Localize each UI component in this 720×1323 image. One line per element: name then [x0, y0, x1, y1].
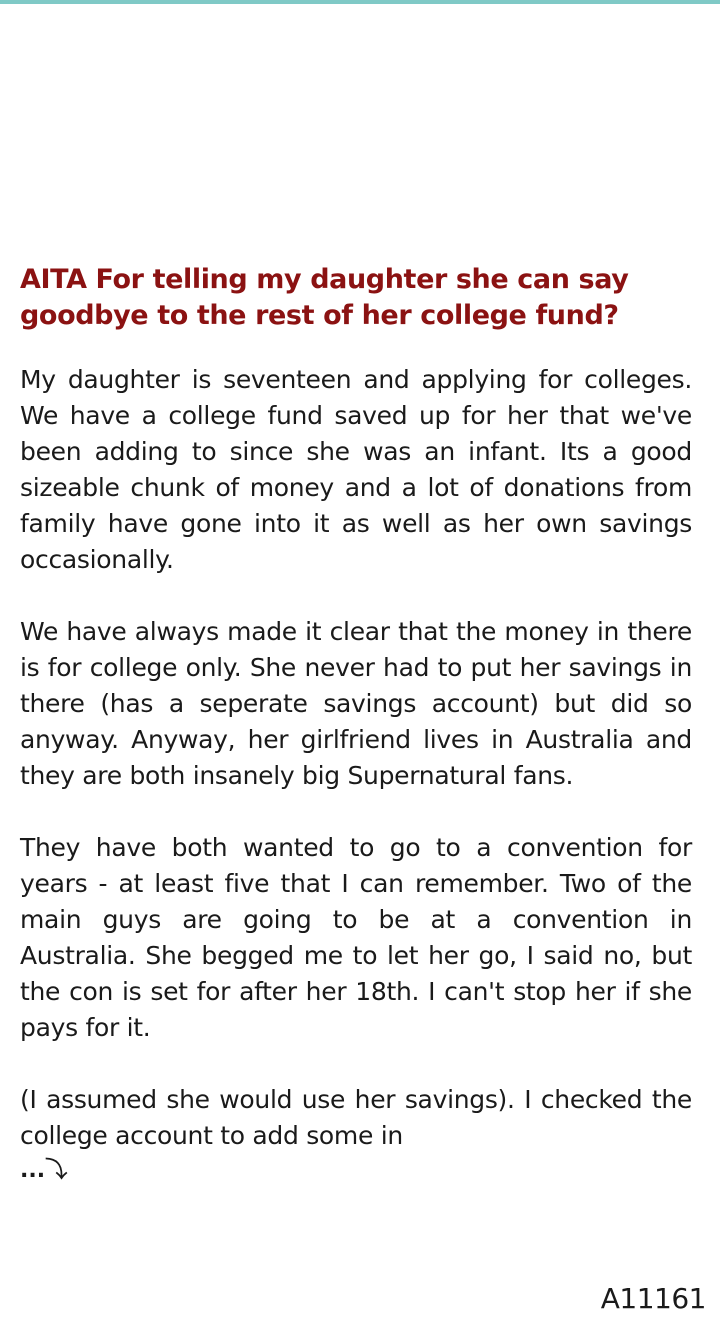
page-id-label: A11161: [600, 1282, 706, 1315]
post-paragraph-3: They have both wanted to go to a convention for years - at least five that I can remember. Two of the main guys are going to be at a convention in Australia. She begged me to let her go, I said no, but the con is set for after her 18th. I can't stop her if she pays for it.: [20, 833, 692, 1042]
post-paragraph-1: My daughter is seventeen and applying for colleges. We have a college fund saved up for her that we've been adding to since she was an infant. Its a good sizeable chunk of money and a lot of donations from family have gone into it as well as her own savings occasionally.: [20, 365, 692, 574]
continue-reading-indicator: ...⤵: [20, 1158, 68, 1183]
post-paragraph-4: (I assumed she would use her savings). I checked the college account to add some in: [20, 1085, 692, 1150]
post-content: [20, 262, 692, 1186]
post-paragraph-2: We have always made it clear that the money in there is for college only. She never had to put her savings in there (has a seperate savings account) but did so anyway. Anyway, her girlfriend lives in Australia and they are both insanely big Supernatural fans.: [20, 617, 692, 790]
top-accent-bar: [0, 0, 720, 4]
post-title: AITA For telling my daughter she can say goodbye to the rest of her college fund?: [20, 264, 629, 331]
